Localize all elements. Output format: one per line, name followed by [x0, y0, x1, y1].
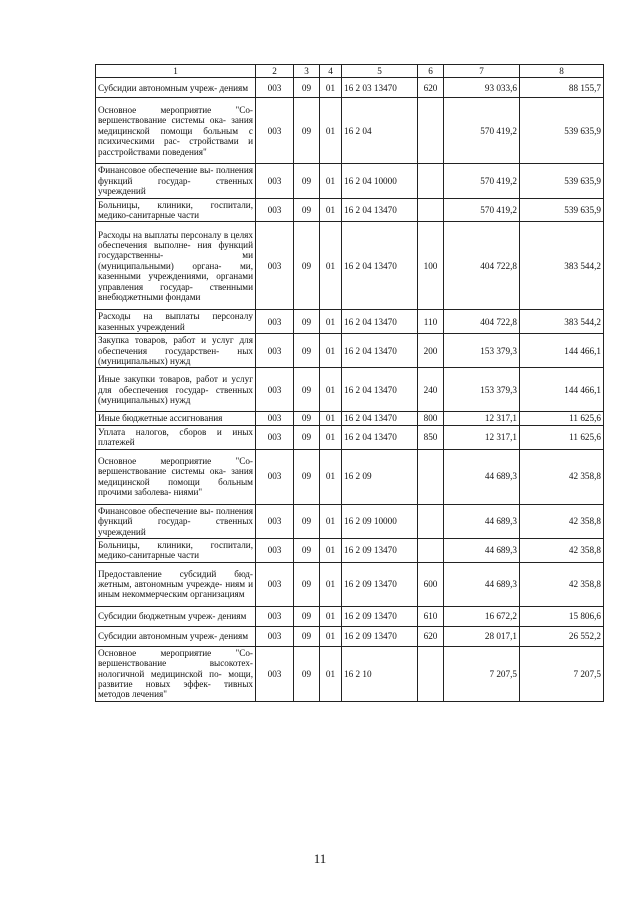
subsection-code: 01 [320, 198, 342, 222]
expense-type-code: 620 [418, 626, 444, 646]
ministry-code: 003 [256, 310, 294, 334]
ministry-code: 003 [256, 78, 294, 98]
section-code: 09 [294, 606, 320, 626]
amount-year-1: 44 689,3 [444, 562, 520, 606]
subsection-code: 01 [320, 449, 342, 504]
subsection-code: 01 [320, 504, 342, 538]
target-article-code: 16 2 03 13470 [342, 78, 418, 98]
subsection-code: 01 [320, 425, 342, 449]
expense-type-code [418, 646, 444, 701]
amount-year-2: 42 358,8 [520, 504, 604, 538]
ministry-code: 003 [256, 98, 294, 164]
ministry-code: 003 [256, 198, 294, 222]
amount-year-2: 383 544,2 [520, 310, 604, 334]
amount-year-1: 570 419,2 [444, 164, 520, 198]
amount-year-2: 26 552,2 [520, 626, 604, 646]
target-article-code: 16 2 04 13470 [342, 368, 418, 412]
section-code: 09 [294, 78, 320, 98]
expense-type-code [418, 538, 444, 562]
subsection-code: 01 [320, 222, 342, 310]
row-name: Больницы, клиники, госпитали, медико-санитарные части [96, 538, 256, 562]
column-header: 7 [444, 65, 520, 78]
subsection-code: 01 [320, 626, 342, 646]
row-name: Иные бюджетные ассигнования [96, 412, 256, 425]
expense-type-code [418, 449, 444, 504]
section-code: 09 [294, 425, 320, 449]
target-article-code: 16 2 10 [342, 646, 418, 701]
column-header: 1 [96, 65, 256, 78]
column-header: 4 [320, 65, 342, 78]
section-code: 09 [294, 538, 320, 562]
table-row [96, 449, 604, 504]
target-article-code: 16 2 04 [342, 98, 418, 164]
section-code: 09 [294, 646, 320, 701]
target-article-code: 16 2 09 13470 [342, 606, 418, 626]
subsection-code: 01 [320, 334, 342, 368]
section-code: 09 [294, 198, 320, 222]
amount-year-1: 28 017,1 [444, 626, 520, 646]
expense-type-code: 100 [418, 222, 444, 310]
table-row [96, 98, 604, 164]
amount-year-1: 12 317,1 [444, 412, 520, 425]
table-row [96, 310, 604, 334]
target-article-code: 16 2 09 [342, 449, 418, 504]
amount-year-1: 570 419,2 [444, 98, 520, 164]
amount-year-1: 44 689,3 [444, 538, 520, 562]
amount-year-1: 44 689,3 [444, 504, 520, 538]
row-name: Предоставление субсидий бюд- жетным, автономным учрежде- ниям и иным некоммерческим организациям [96, 562, 256, 606]
table-row [96, 606, 604, 626]
target-article-code: 16 2 04 13470 [342, 222, 418, 310]
amount-year-2: 42 358,8 [520, 449, 604, 504]
section-code: 09 [294, 449, 320, 504]
amount-year-2: 144 466,1 [520, 368, 604, 412]
amount-year-2: 42 358,8 [520, 562, 604, 606]
row-name: Основное мероприятие "Со- вершенствование высокотех- нологичной медицинской по- мощи, развитие новых эффек- тивных методов лечения" [96, 646, 256, 701]
amount-year-2: 539 635,9 [520, 98, 604, 164]
table-row [96, 504, 604, 538]
ministry-code: 003 [256, 606, 294, 626]
row-name: Уплата налогов, сборов и иных платежей [96, 425, 256, 449]
expense-type-code: 800 [418, 412, 444, 425]
column-header: 5 [342, 65, 418, 78]
amount-year-1: 44 689,3 [444, 449, 520, 504]
subsection-code: 01 [320, 646, 342, 701]
amount-year-2: 15 806,6 [520, 606, 604, 626]
section-code: 09 [294, 562, 320, 606]
amount-year-2: 539 635,9 [520, 198, 604, 222]
expense-type-code [418, 198, 444, 222]
target-article-code: 16 2 04 13470 [342, 412, 418, 425]
section-code: 09 [294, 504, 320, 538]
expense-type-code [418, 504, 444, 538]
subsection-code: 01 [320, 368, 342, 412]
amount-year-1: 570 419,2 [444, 198, 520, 222]
expense-type-code [418, 164, 444, 198]
row-name: Финансовое обеспечение вы- полнения функций государ- ственных учреждений [96, 504, 256, 538]
row-name: Больницы, клиники, госпитали, медико-санитарные части [96, 198, 256, 222]
amount-year-2: 11 625,6 [520, 425, 604, 449]
target-article-code: 16 2 09 13470 [342, 538, 418, 562]
target-article-code: 16 2 04 13470 [342, 334, 418, 368]
amount-year-1: 153 379,3 [444, 334, 520, 368]
table-row [96, 626, 604, 646]
subsection-code: 01 [320, 310, 342, 334]
subsection-code: 01 [320, 412, 342, 425]
section-code: 09 [294, 98, 320, 164]
section-code: 09 [294, 222, 320, 310]
ministry-code: 003 [256, 222, 294, 310]
table-row [96, 334, 604, 368]
ministry-code: 003 [256, 164, 294, 198]
row-name: Расходы на выплаты персоналу казенных учреждений [96, 310, 256, 334]
expense-type-code: 600 [418, 562, 444, 606]
row-name: Основное мероприятие "Со- вершенствование системы ока- зания медицинской помощи больным прочими заболева- ниями" [96, 449, 256, 504]
ministry-code: 003 [256, 425, 294, 449]
table-body [96, 78, 604, 701]
subsection-code: 01 [320, 164, 342, 198]
row-name: Субсидии автономным учреж- дениям [96, 626, 256, 646]
column-header: 2 [256, 65, 294, 78]
amount-year-2: 42 358,8 [520, 538, 604, 562]
row-name: Субсидии автономным учреж- дениям [96, 78, 256, 98]
amount-year-1: 404 722,8 [444, 310, 520, 334]
expense-type-code: 850 [418, 425, 444, 449]
expense-type-code: 620 [418, 78, 444, 98]
table-row [96, 538, 604, 562]
ministry-code: 003 [256, 334, 294, 368]
ministry-code: 003 [256, 538, 294, 562]
table-row [96, 646, 604, 701]
ministry-code: 003 [256, 412, 294, 425]
target-article-code: 16 2 04 10000 [342, 164, 418, 198]
row-name: Субсидии бюджетным учреж- дениям [96, 606, 256, 626]
amount-year-2: 11 625,6 [520, 412, 604, 425]
ministry-code: 003 [256, 368, 294, 412]
table-row [96, 164, 604, 198]
column-header: 8 [520, 65, 604, 78]
subsection-code: 01 [320, 78, 342, 98]
ministry-code: 003 [256, 646, 294, 701]
amount-year-1: 93 033,6 [444, 78, 520, 98]
expense-type-code: 110 [418, 310, 444, 334]
section-code: 09 [294, 626, 320, 646]
table-row [96, 78, 604, 98]
row-name: Расходы на выплаты персоналу в целях обеспечения выполне- ния функций государственны- ми (муниципальными) органа- ми, казенными учреждениями, органами управления государ- ственными внебюджетными фондами [96, 222, 256, 310]
column-header: 3 [294, 65, 320, 78]
target-article-code: 16 2 09 13470 [342, 626, 418, 646]
expense-type-code: 200 [418, 334, 444, 368]
amount-year-1: 7 207,5 [444, 646, 520, 701]
ministry-code: 003 [256, 626, 294, 646]
ministry-code: 003 [256, 562, 294, 606]
amount-year-2: 144 466,1 [520, 334, 604, 368]
amount-year-2: 88 155,7 [520, 78, 604, 98]
subsection-code: 01 [320, 606, 342, 626]
section-code: 09 [294, 368, 320, 412]
table-header [96, 65, 604, 78]
ministry-code: 003 [256, 504, 294, 538]
table-row [96, 368, 604, 412]
expense-type-code: 610 [418, 606, 444, 626]
target-article-code: 16 2 09 10000 [342, 504, 418, 538]
column-header: 6 [418, 65, 444, 78]
table-row [96, 425, 604, 449]
table-row [96, 562, 604, 606]
amount-year-1: 153 379,3 [444, 368, 520, 412]
amount-year-1: 12 317,1 [444, 425, 520, 449]
row-name: Основное мероприятие "Со- вершенствование системы ока- зания медицинской помощи больным с психическими рас- стройствами и расстройствами поведения" [96, 98, 256, 164]
subsection-code: 01 [320, 98, 342, 164]
subsection-code: 01 [320, 538, 342, 562]
table-row [96, 412, 604, 425]
row-name: Финансовое обеспечение вы- полнения функций государ- ственных учреждений [96, 164, 256, 198]
amount-year-1: 16 672,2 [444, 606, 520, 626]
row-name: Иные закупки товаров, работ и услуг для обеспечения государ- ственных (муниципальных) нужд [96, 368, 256, 412]
target-article-code: 16 2 04 13470 [342, 198, 418, 222]
ministry-code: 003 [256, 449, 294, 504]
table-row [96, 198, 604, 222]
budget-table [95, 64, 604, 702]
amount-year-2: 383 544,2 [520, 222, 604, 310]
amount-year-2: 7 207,5 [520, 646, 604, 701]
table-row [96, 222, 604, 310]
target-article-code: 16 2 04 13470 [342, 310, 418, 334]
amount-year-2: 539 635,9 [520, 164, 604, 198]
amount-year-1: 404 722,8 [444, 222, 520, 310]
row-name: Закупка товаров, работ и услуг для обеспечения государствен- ных (муниципальных) нужд [96, 334, 256, 368]
expense-type-code [418, 98, 444, 164]
section-code: 09 [294, 412, 320, 425]
page-number: 11 [313, 851, 327, 866]
section-code: 09 [294, 334, 320, 368]
target-article-code: 16 2 09 13470 [342, 562, 418, 606]
section-code: 09 [294, 164, 320, 198]
subsection-code: 01 [320, 562, 342, 606]
section-code: 09 [294, 310, 320, 334]
expense-type-code: 240 [418, 368, 444, 412]
target-article-code: 16 2 04 13470 [342, 425, 418, 449]
